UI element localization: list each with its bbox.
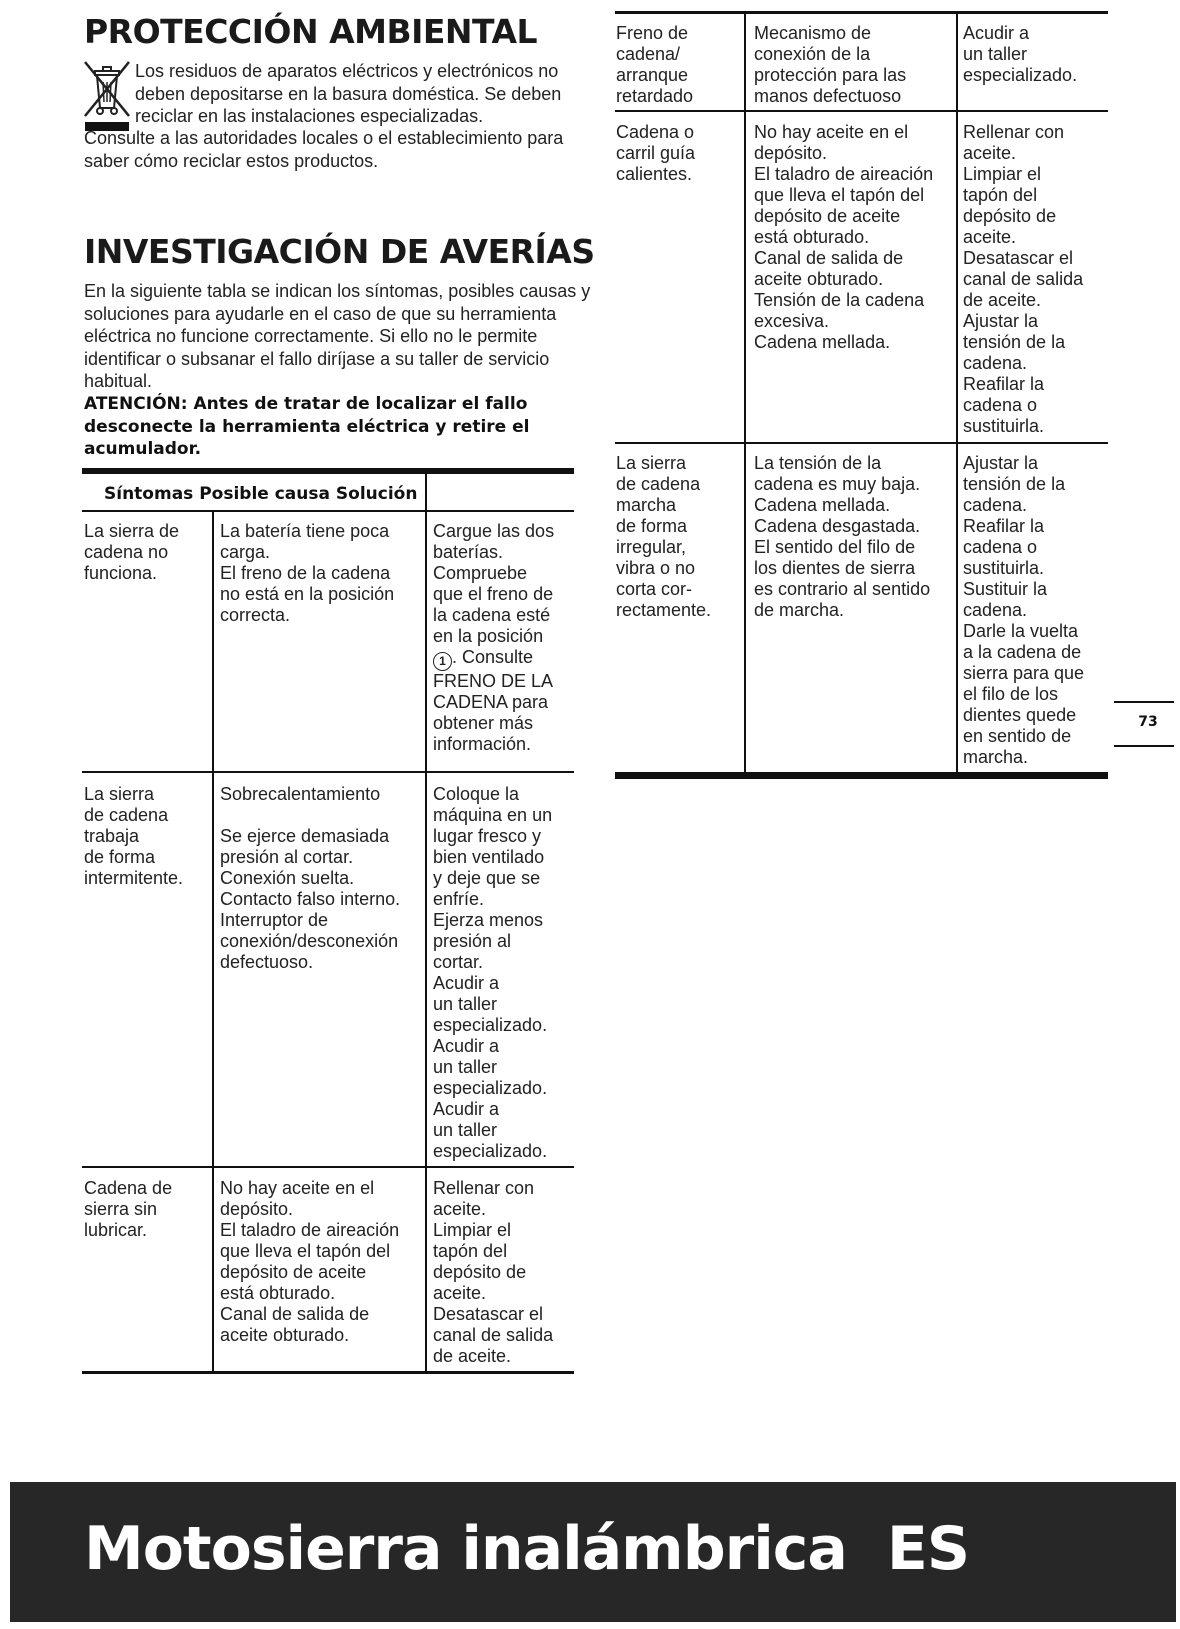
solution-cell: Rellenar con aceite. Limpiar el tapón del depósito de aceite. Desatascar el canal de salida de aceite. [433, 1178, 554, 1366]
header-divider [425, 474, 427, 511]
cause-cell: La tensión de la cadena es muy baja. Cadena mellada. Cadena desgastada. El sentido del filo de los dientes de sierra es contrario al sentido de marcha. [754, 453, 931, 620]
symptom-cell: La sierra de cadena no funciona. [84, 521, 180, 583]
row-rule [615, 110, 1108, 112]
cause-cell: Mecanismo de conexión de la protección para las manos defectuoso [754, 23, 907, 106]
product-name: Motosierra inalámbrica [84, 1514, 847, 1584]
language-code: ES [886, 1514, 970, 1584]
column-divider [956, 13, 958, 774]
table-bottom-rule [615, 772, 1108, 779]
row-rule [615, 442, 1108, 444]
page-number-rule [1114, 701, 1174, 703]
row-rule [82, 1166, 574, 1168]
cause-cell: No hay aceite en el depósito. El taladro de aireación que lleva el tapón del depósito de aceite está obturado. Canal de salida de aceite obturado. [220, 1178, 400, 1345]
header-rule [82, 510, 574, 512]
row-rule [82, 771, 574, 773]
symptom-cell: La sierra de cadena marcha de forma irregular, vibra o no corta cor- rectamente. [616, 453, 712, 620]
circled-number-text: 1 [439, 654, 446, 668]
troubleshooting-intro: En la siguiente tabla se indican los síntomas, posibles causas y soluciones para ayudarle en el caso de que su herramienta eléctrica no funcione correctamente. Si ello no le permite identificar o subsanar el fallo diríjase a su taller de servicio habitual. [84, 281, 591, 391]
solution-text: . Consulte FRENO DE LA CADENA para obtener más información. [433, 647, 554, 754]
solution-cell: Acudir a un taller especializado. [963, 23, 1078, 85]
symptom-cell: Freno de cadena/ arranque retardado [616, 23, 694, 106]
symptom-cell: La sierra de cadena trabaja de forma intermitente. [84, 784, 184, 888]
column-divider [212, 512, 214, 1372]
cause-cell: Sobrecalentamiento Se ejerce demasiada presión al cortar. Conexión suelta. Contacto falso interno. Interruptor de conexión/desconexión defectuoso. [220, 784, 401, 972]
table-top-rule [615, 11, 1108, 14]
footer-title [84, 1514, 969, 1584]
environment-text-full: Consulte a las autoridades locales o el establecimiento para saber cómo reciclar estos productos. [84, 128, 564, 171]
solution-text: Cargue las dos baterías. Compruebe que el freno de la cadena esté en la posición [433, 521, 555, 646]
weee-bin-icon [82, 60, 132, 136]
table-top-rule [82, 468, 574, 474]
cause-cell: No hay aceite en el depósito. El taladro de aireación que lleva el tapón del depósito de aceite está obturado. Canal de salida de aceite obturado. Tensión de la cadena excesiva. Cadena mellada. [754, 122, 934, 352]
symptom-cell: Cadena de sierra sin lubricar. [84, 1178, 173, 1240]
table-bottom-rule [82, 1371, 574, 1374]
page-number: 73 [1138, 714, 1158, 730]
solution-cell: Coloque la máquina en un lugar fresco y bien ventilado y deje que se enfríe. Ejerza menos presión al cortar. Acudir a un taller especializado. Acudir a un taller especializado. Acudir a un taller especializado. [433, 784, 553, 1161]
footer-banner [10, 1482, 1176, 1622]
solution-cell: Ajustar la tensión de la cadena. Reafilar la cadena o sustituirla. Sustituir la cadena. Darle la vuelta a la cadena de sierra para que el filo de los dientes quede en sentido de marcha. [963, 453, 1085, 767]
solution-cell [433, 521, 573, 755]
symptom-cell: Cadena o carril guía calientes. [616, 122, 696, 184]
circled-number-icon [433, 652, 452, 671]
page-number-rule [1114, 745, 1174, 747]
column-divider [425, 512, 427, 1372]
cause-cell: La batería tiene poca carga. El freno de la cadena no está en la posición correcta. [220, 521, 395, 625]
environment-text-indented: Los residuos de aparatos eléctricos y electrónicos no deben depositarse en la basura doméstica. Se deben reciclar en las instalaciones especializadas. [135, 61, 562, 126]
section-title-troubleshooting: INVESTIGACIÓN DE AVERÍAS [84, 232, 595, 271]
section-title-environment: PROTECCIÓN AMBIENTAL [84, 12, 538, 51]
troubleshooting-warning: ATENCIÓN: Antes de tratar de localizar el fallo desconecte la herramienta eléctrica y retire el acumulador. [84, 394, 530, 459]
solution-cell: Rellenar con aceite. Limpiar el tapón del depósito de aceite. Desatascar el canal de salida de aceite. Ajustar la tensión de la cadena. Reafilar la cadena o sustituirla. [963, 122, 1084, 436]
column-divider [744, 13, 746, 774]
table-header: Síntomas Posible causa Solución [104, 484, 418, 504]
